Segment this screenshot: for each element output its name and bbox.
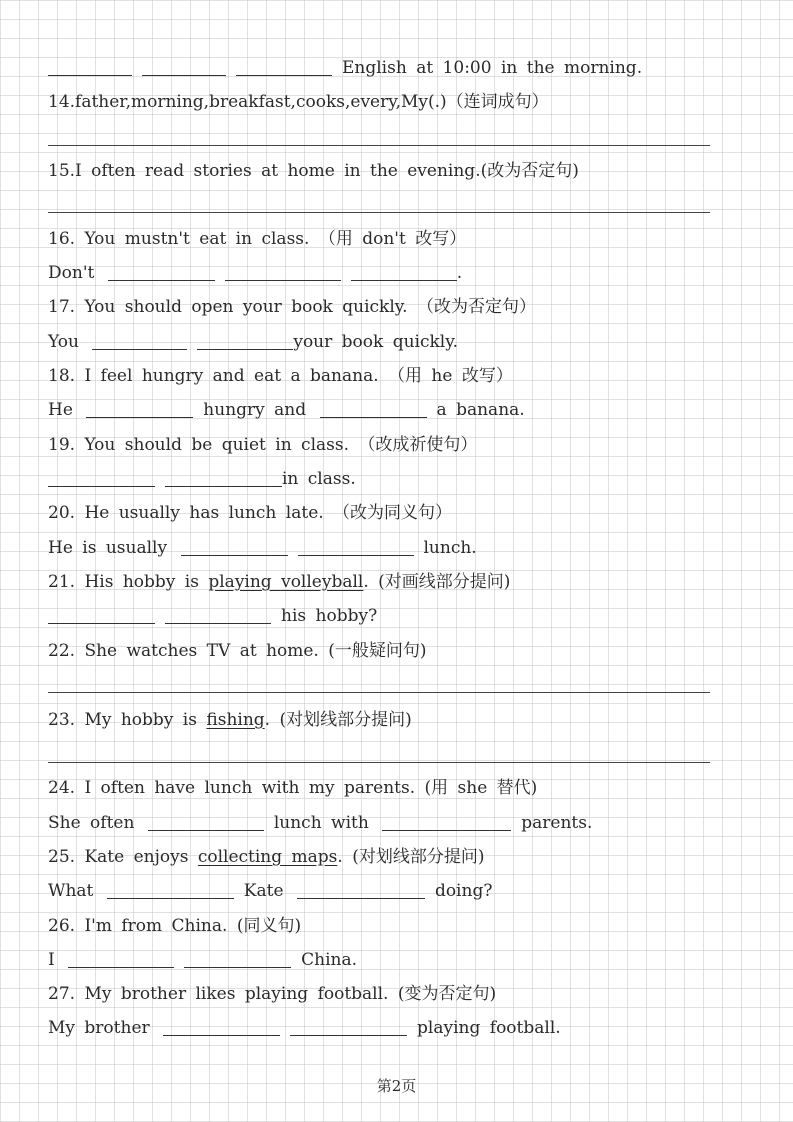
q25-pre: 25. Kate enjoys bbox=[48, 847, 198, 867]
q27-answer-line bbox=[48, 1016, 561, 1040]
q21-prompt bbox=[48, 570, 510, 594]
q20-prompt: 20. He usually has lunch late. （改为同义句） bbox=[48, 503, 453, 523]
q16-answer-line bbox=[48, 261, 462, 285]
blank[interactable] bbox=[197, 331, 293, 350]
blank[interactable] bbox=[320, 399, 427, 418]
q21-answer-line bbox=[48, 604, 377, 628]
blank[interactable] bbox=[48, 57, 132, 76]
q23-post: . (对划线部分提问) bbox=[264, 710, 412, 730]
q20-answer-line bbox=[48, 536, 477, 560]
blank[interactable] bbox=[148, 812, 264, 831]
q24-prompt: 24. I often have lunch with my parents. (用 she 替代) bbox=[48, 778, 538, 798]
q19-end: in class. bbox=[282, 469, 356, 489]
blank[interactable] bbox=[108, 262, 215, 281]
q18-mid: hungry and bbox=[203, 400, 307, 420]
q25-underlined: collecting maps bbox=[197, 847, 338, 867]
q16-start: Don't bbox=[48, 263, 95, 283]
q24-end: parents. bbox=[521, 813, 593, 833]
blank[interactable] bbox=[236, 57, 332, 76]
q16-end: . bbox=[456, 263, 463, 283]
q25-mid: Kate bbox=[243, 881, 284, 901]
q23-underlined: fishing bbox=[206, 710, 265, 730]
blank[interactable] bbox=[297, 880, 425, 899]
blank[interactable] bbox=[165, 605, 271, 624]
blank[interactable] bbox=[382, 812, 511, 831]
q19-answer-line bbox=[48, 467, 356, 491]
blank[interactable] bbox=[165, 468, 282, 487]
q24-mid: lunch with bbox=[273, 813, 369, 833]
q26-answer-line bbox=[48, 948, 357, 972]
q17-end: your book quickly. bbox=[293, 332, 458, 352]
q15-prompt: 15.I often read stories at home in the evening.(改为否定句) bbox=[48, 161, 579, 181]
blank[interactable] bbox=[184, 949, 291, 968]
q22-answer-rule[interactable] bbox=[48, 692, 710, 693]
q14-answer-rule[interactable] bbox=[48, 145, 710, 146]
q17-start: You bbox=[48, 332, 79, 352]
blank[interactable] bbox=[86, 399, 193, 418]
page-number: 第2页 bbox=[376, 1077, 417, 1095]
q17-answer-line bbox=[48, 330, 458, 354]
q21-post: . (对画线部分提问) bbox=[363, 572, 511, 592]
q26-prompt: 26. I'm from China. (同义句) bbox=[48, 916, 302, 936]
q15-answer-rule[interactable] bbox=[48, 212, 710, 213]
blank[interactable] bbox=[298, 537, 414, 556]
q26-start: I bbox=[48, 950, 55, 970]
q24-answer-line bbox=[48, 811, 592, 835]
q17-prompt: 17. You should open your book quickly. （改为否定句） bbox=[48, 297, 536, 317]
q23-prompt bbox=[48, 708, 412, 732]
q18-end: a banana. bbox=[436, 400, 525, 420]
q27-end: playing football. bbox=[417, 1018, 561, 1038]
blank[interactable] bbox=[68, 949, 174, 968]
blank[interactable] bbox=[48, 468, 155, 487]
q25-answer-line bbox=[48, 879, 492, 903]
blank[interactable] bbox=[48, 605, 155, 624]
q27-start: My brother bbox=[48, 1018, 150, 1038]
blank[interactable] bbox=[290, 1017, 407, 1036]
q25-prompt bbox=[48, 845, 484, 869]
q13-tail: English at 10:00 in the morning. bbox=[342, 58, 643, 78]
blank[interactable] bbox=[107, 880, 234, 899]
q18-start: He bbox=[48, 400, 73, 420]
q22-prompt: 22. She watches TV at home. (一般疑问句) bbox=[48, 641, 427, 661]
q20-start: He is usually bbox=[48, 538, 168, 558]
q16-prompt: 16. You mustn't eat in class. （用 don't 改写） bbox=[48, 229, 467, 249]
blank[interactable] bbox=[92, 331, 187, 350]
q18-answer-line bbox=[48, 398, 525, 422]
blank[interactable] bbox=[142, 57, 226, 76]
blank[interactable] bbox=[181, 537, 288, 556]
blank[interactable] bbox=[351, 262, 457, 281]
q21-underlined: playing volleyball bbox=[208, 572, 364, 592]
blank[interactable] bbox=[225, 262, 341, 281]
q21-end: his hobby? bbox=[281, 606, 378, 626]
q13-answer-line bbox=[48, 56, 642, 80]
q26-end: China. bbox=[301, 950, 358, 970]
q27-prompt: 27. My brother likes playing football. (变为否定句) bbox=[48, 984, 497, 1004]
q24-start: She often bbox=[48, 813, 135, 833]
q14-prompt: 14.father,morning,breakfast,cooks,every,My(.)（连词成句） bbox=[48, 92, 549, 112]
q25-post: . (对划线部分提问) bbox=[337, 847, 485, 867]
q23-pre: 23. My hobby is bbox=[48, 710, 207, 730]
q25-start: What bbox=[48, 881, 94, 901]
q25-end: doing? bbox=[434, 881, 493, 901]
blank[interactable] bbox=[163, 1017, 280, 1036]
q20-end: lunch. bbox=[423, 538, 477, 558]
q23-answer-rule[interactable] bbox=[48, 762, 710, 763]
q21-pre: 21. His hobby is bbox=[48, 572, 209, 592]
q19-prompt: 19. You should be quiet in class. （改成祈使句） bbox=[48, 435, 478, 455]
q18-prompt: 18. I feel hungry and eat a banana. （用 he 改写） bbox=[48, 366, 513, 386]
